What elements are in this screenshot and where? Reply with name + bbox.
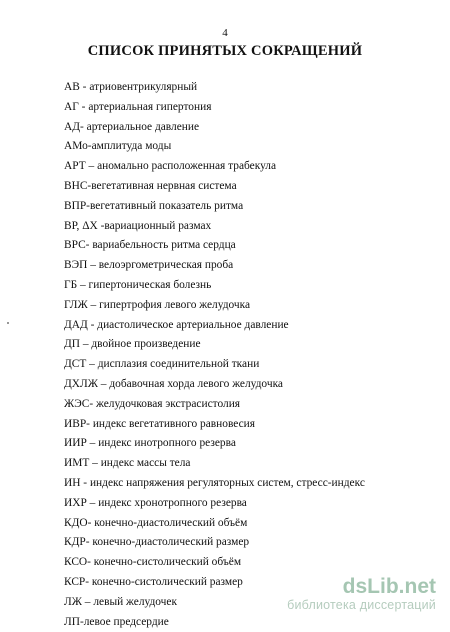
abbreviation-definition: атриовентрикулярный: [89, 81, 198, 93]
abbreviation-term: ДХЛЖ: [64, 377, 98, 390]
list-item: [64, 276, 434, 296]
separator: -: [87, 318, 98, 331]
separator: –: [86, 437, 99, 450]
abbreviation-definition: добавочная хорда левого желудочка: [109, 377, 283, 390]
abbreviation-term: АРТ: [64, 160, 86, 173]
list-item: [64, 553, 434, 573]
separator: -: [79, 81, 90, 93]
abbreviation-term: ДСТ: [64, 358, 87, 371]
abbreviation-term: ВРС: [64, 239, 86, 252]
abbreviation-definition: аномально расположенная трабекула: [97, 160, 277, 173]
abbreviation-definition: артериальная гипертония: [88, 100, 212, 113]
separator: -: [86, 199, 90, 212]
list-item: [64, 256, 434, 276]
separator: -: [85, 536, 93, 549]
separator: -: [85, 575, 92, 588]
list-item: [64, 395, 434, 415]
watermark-logo: [287, 576, 436, 598]
abbreviation-term: ГЛЖ: [64, 298, 88, 311]
abbreviation-definition: конечно-диастолический размер: [92, 536, 250, 549]
abbreviation-definition: левое предсердие: [83, 615, 169, 628]
separator: –: [97, 377, 110, 390]
list-item: [64, 494, 434, 514]
separator: –: [80, 338, 92, 351]
abbreviation-term: ВНС: [64, 179, 88, 192]
list-item: [64, 355, 434, 375]
list-item: [64, 217, 434, 237]
abbreviation-definition: вегетативный показатель ритма: [89, 199, 244, 212]
separator: -: [78, 100, 89, 113]
abbreviation-definition: амплитуда моды: [91, 140, 172, 153]
abbreviation-term: ЖЭС: [64, 397, 90, 410]
abbreviation-definition: индекс напряжения регуляторных систем, стресс-индекс: [89, 476, 365, 489]
abbreviation-term: АВ: [64, 81, 80, 93]
abbreviation-term: КДО: [64, 516, 88, 529]
abbreviation-definition: индекс инотропного резерва: [98, 437, 236, 450]
abbreviation-term: АГ: [64, 100, 79, 113]
margin-dot: [7, 322, 9, 324]
list-item: [64, 78, 434, 98]
abbreviation-definition: левый желудочек: [93, 595, 177, 608]
list-item: [64, 613, 434, 632]
page-number: 4: [222, 27, 228, 39]
separator: –: [87, 259, 99, 272]
separator: -: [85, 239, 93, 252]
abbreviation-term: ЛП: [64, 615, 80, 628]
abbreviation-term: КСО: [64, 556, 88, 569]
abbreviation-definition: артериальное давление: [86, 120, 200, 133]
separator: -: [86, 417, 93, 430]
list-item: [64, 157, 434, 177]
abbreviation-term: ДП: [64, 338, 80, 351]
abbreviation-definition: гипертрофия левого желудочка: [99, 298, 251, 311]
abbreviation-definition: желудочковая экстрасистолия: [95, 397, 241, 410]
list-item: [64, 137, 434, 157]
watermark-tagline: библиотека диссертаций: [287, 598, 436, 612]
separator: -: [79, 615, 84, 628]
separator: –: [89, 457, 101, 470]
abbreviation-term: ИН: [64, 476, 81, 489]
abbreviation-term: ЛЖ: [64, 595, 82, 608]
abbreviation-definition: вариационный размах: [104, 219, 212, 232]
abbreviation-term: КДР: [64, 536, 86, 549]
separator: –: [81, 595, 94, 608]
list-item: [64, 335, 434, 355]
abbreviation-definition: индекс массы тела: [100, 457, 191, 470]
abbreviation-definition: конечно-систолический размер: [91, 575, 243, 588]
separator: –: [86, 358, 98, 371]
list-item: [64, 118, 434, 138]
list-item: [64, 514, 434, 534]
list-item: [64, 316, 434, 336]
abbreviation-term: ИИР: [64, 437, 87, 450]
separator: -: [97, 219, 105, 232]
page-title: СПИСОК ПРИНЯТЫХ СОКРАЩЕНИЙ: [87, 43, 363, 59]
abbreviation-term: АД-: [64, 120, 84, 133]
list-item: [64, 415, 434, 435]
separator: –: [85, 160, 98, 173]
list-item: [64, 177, 434, 197]
separator: –: [77, 278, 89, 291]
separator: -: [80, 476, 90, 489]
abbreviation-definition: велоэргометрическая проба: [98, 259, 234, 272]
list-item: [64, 98, 434, 118]
abbreviation-definition: индекс вегетативного равновесия: [92, 417, 255, 430]
abbreviation-definition: конечно-систолический объём: [93, 556, 242, 569]
abbreviation-definition: вегетативная нервная система: [91, 179, 237, 192]
abbreviation-term: ИХР: [64, 496, 87, 509]
abbreviation-definition: диастолическое артериальное давление: [97, 318, 289, 331]
list-item: [64, 474, 434, 494]
watermark-logo-ds: ds: [342, 575, 368, 598]
abbreviation-definition: конечно-диастолический объём: [94, 516, 248, 529]
list-item: [64, 296, 434, 316]
abbreviation-definition: дисплазия соединительной ткани: [97, 358, 260, 371]
abbreviation-definition: гипертоническая болезнь: [88, 278, 212, 291]
abbreviation-definition: вариабельность ритма сердца: [92, 239, 236, 252]
abbreviation-term: ГБ: [64, 278, 78, 291]
watermark-logo-lib: Lib: [367, 575, 399, 598]
abbreviation-term: АМо: [64, 140, 88, 153]
separator: -: [89, 397, 96, 410]
abbreviation-list: [64, 78, 434, 632]
list-item: [64, 434, 434, 454]
abbreviation-term: ИВР: [64, 417, 87, 430]
list-item: [64, 197, 434, 217]
abbreviation-definition: двойное произведение: [91, 338, 201, 351]
abbreviation-definition: индекс хронотропного резерва: [98, 496, 247, 509]
separator: –: [86, 496, 99, 509]
separator: -: [87, 556, 94, 569]
list-item: [64, 236, 434, 256]
abbreviation-term: ВЭП: [64, 259, 88, 272]
list-item: [64, 375, 434, 395]
abbreviation-term: ИМТ: [64, 457, 90, 470]
list-item: [64, 454, 434, 474]
separator: -: [87, 140, 92, 153]
abbreviation-term: ВПР: [64, 199, 87, 212]
watermark: [287, 576, 436, 612]
abbreviation-term: КСР: [64, 575, 86, 588]
watermark-logo-net: .net: [398, 575, 436, 598]
list-item: [64, 533, 434, 553]
separator: -: [87, 179, 92, 192]
separator: -: [87, 516, 95, 529]
separator: –: [87, 298, 100, 311]
abbreviation-term: ДАД: [64, 318, 88, 331]
abbreviation-term: ВР, ΔX: [64, 219, 98, 232]
